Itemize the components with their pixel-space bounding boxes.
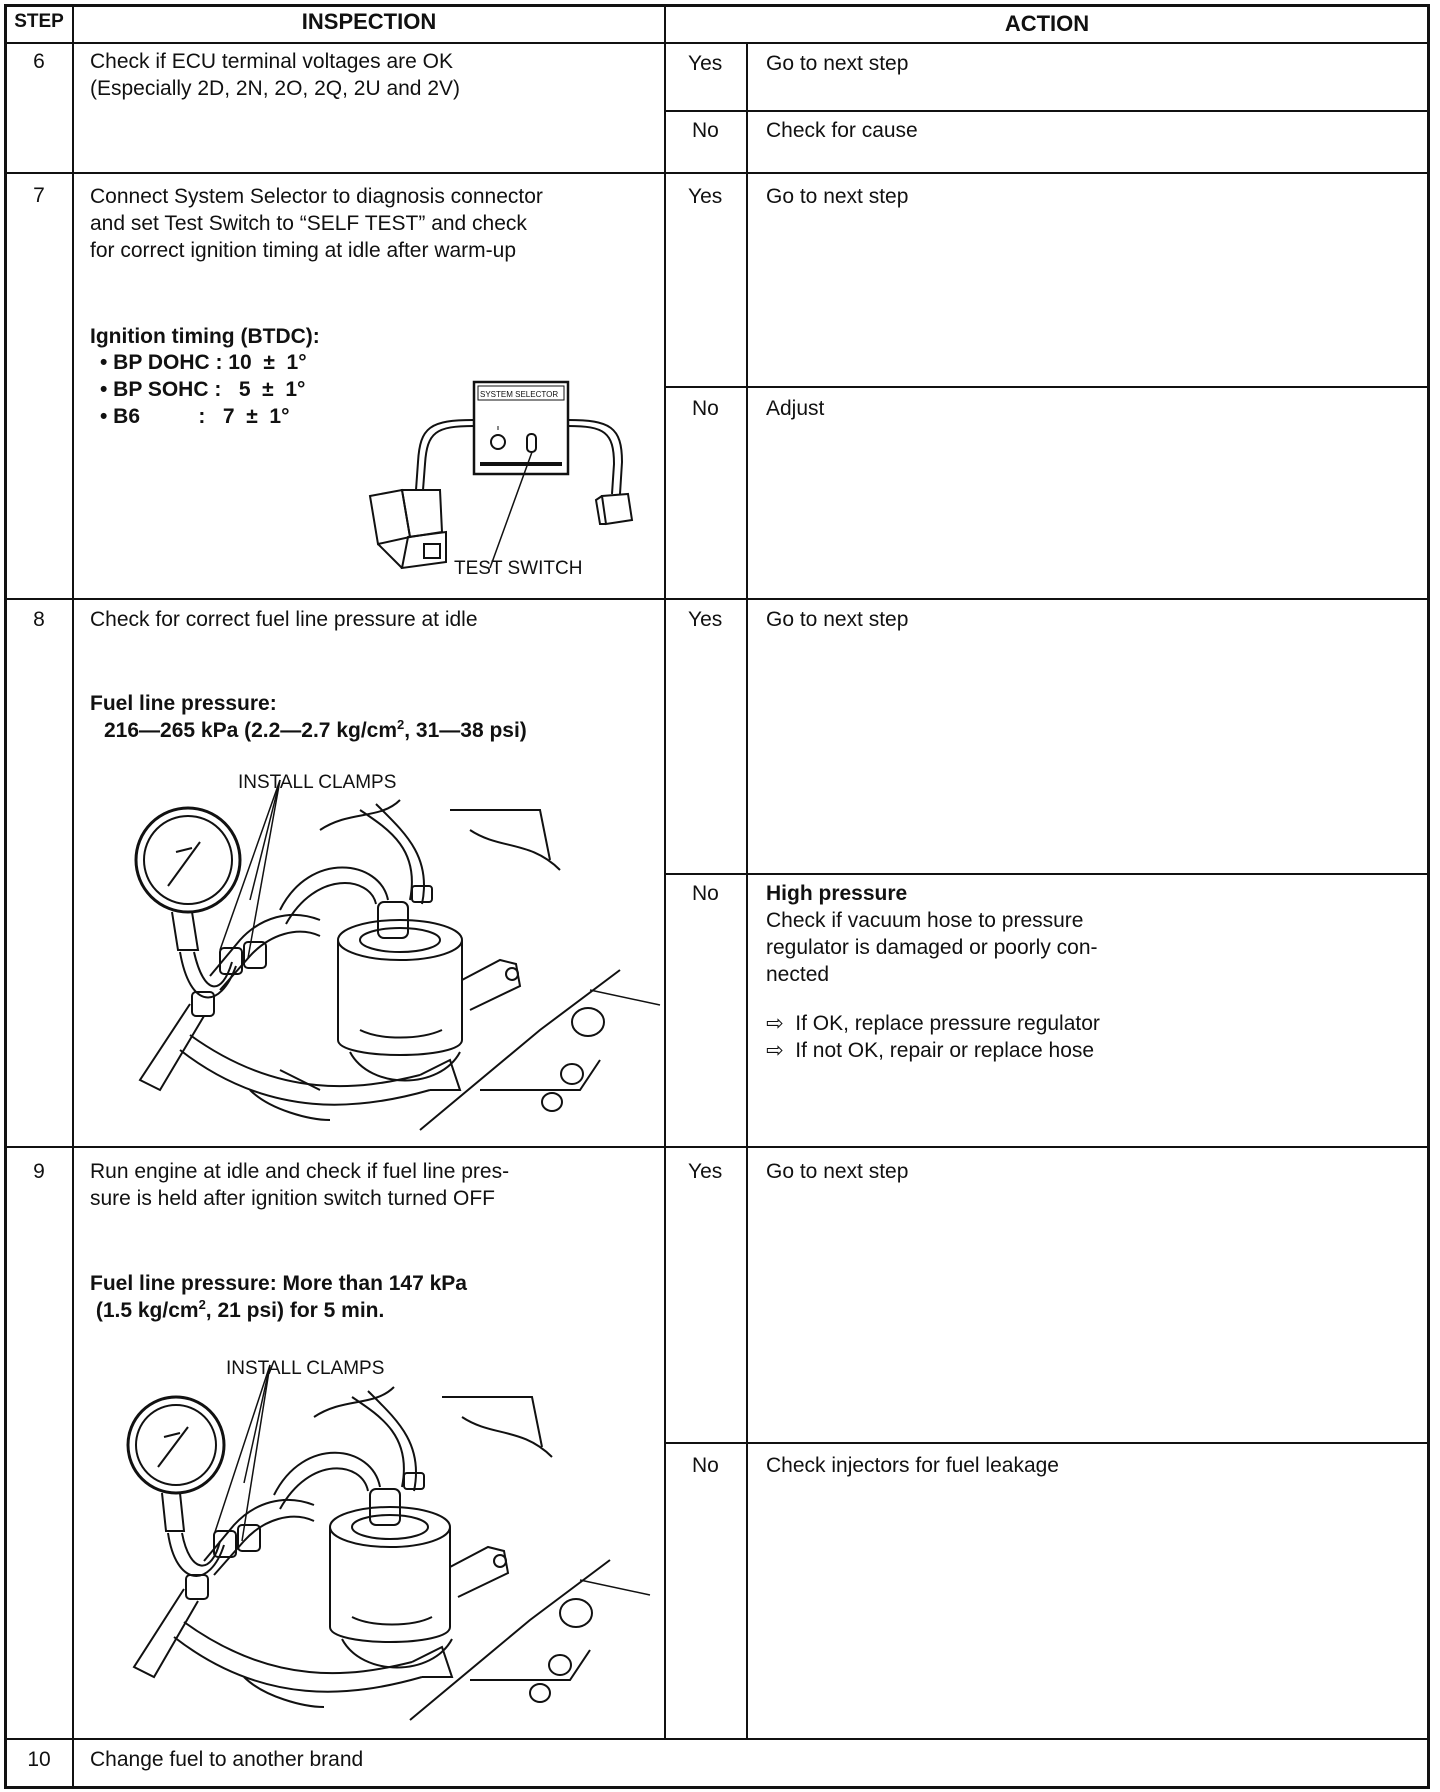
spec-value: (1.5 $kg/cm^2$, 21 psi) for 5 min. [90, 1297, 385, 1322]
no-action: regulator is damaged or poorly con- [766, 936, 1098, 959]
spec-item: • BP SOHC : 5 ± 1° [100, 378, 306, 401]
step-number: 6 [33, 50, 45, 73]
header-action: ACTION [1004, 11, 1090, 36]
no-action: Check injectors for fuel leakage [766, 1454, 1059, 1477]
selector-panel-text: SYSTEM SELECTOR [480, 390, 559, 399]
inspection-text: Check if ECU terminal voltages are OK [90, 50, 453, 73]
inspection-text: for correct ignition timing at idle after warm-up [90, 239, 516, 262]
no-action: Check if vacuum hose to pressure [766, 909, 1084, 932]
figure-label-install-clamps: INSTALL CLAMPS [238, 772, 397, 793]
inspection-text: Run engine at idle and check if fuel line pres- [90, 1160, 510, 1183]
inspection-text: Check for correct fuel line pressure at idle [90, 608, 478, 631]
inspection-text: (Especially 2D, 2N, 2O, 2Q, 2U and 2V) [90, 77, 460, 100]
fuel-pressure-gauge-illustration [120, 790, 660, 1140]
spec-title: Ignition timing (BTDC): [90, 325, 320, 348]
yes-action: Go to next step [766, 185, 909, 208]
figure-label-install-clamps: INSTALL CLAMPS [226, 1358, 385, 1379]
step-number: 7 [33, 184, 45, 207]
header-inspection: INSPECTION [301, 9, 437, 34]
spec-title: Fuel line pressure: [90, 692, 277, 715]
no-label: No [692, 397, 719, 420]
no-action: nected [766, 963, 830, 986]
no-label: No [692, 1454, 719, 1477]
figure-label-test-switch: TEST SWITCH [454, 558, 583, 579]
spec-item: • B6 : 7 ± 1° [100, 405, 290, 428]
inspection-text: Change fuel to another brand [90, 1748, 364, 1771]
spec-title: Fuel line pressure: More than 147 kPa [90, 1272, 467, 1295]
yes-action: Go to next step [766, 52, 909, 75]
no-label: No [692, 119, 719, 142]
no-action-title: High pressure [766, 882, 908, 905]
yes-label: Yes [688, 185, 723, 208]
inspection-text: Connect System Selector to diagnosis connector [90, 185, 543, 208]
no-action-bullet: ⇨ If not OK, repair or replace hose [766, 1039, 1095, 1062]
no-action: Adjust [766, 397, 825, 420]
fuel-pressure-hold-illustration [120, 1375, 660, 1730]
yes-label: Yes [688, 608, 723, 631]
yes-label: Yes [688, 1160, 723, 1183]
yes-action: Go to next step [766, 1160, 909, 1183]
step-number: 10 [27, 1748, 51, 1771]
no-action: Check for cause [766, 119, 918, 142]
inspection-text: and set Test Switch to “SELF TEST” and check [90, 212, 527, 235]
step-number: 8 [33, 608, 45, 631]
spec-value: 216—265 kPa (2.2—2.7 $kg/cm^2$, 31—38 psi) [104, 717, 527, 742]
yes-label: Yes [688, 52, 723, 75]
inspection-text: sure is held after ignition switch turned OFF [90, 1187, 496, 1210]
no-action-bullet: ⇨ If OK, replace pressure regulator [766, 1012, 1100, 1035]
spec-item: • BP DOHC : 10 ± 1° [100, 351, 307, 374]
no-label: No [692, 882, 719, 905]
step-number: 9 [33, 1160, 45, 1183]
header-step: STEP [14, 11, 64, 32]
yes-action: Go to next step [766, 608, 909, 631]
